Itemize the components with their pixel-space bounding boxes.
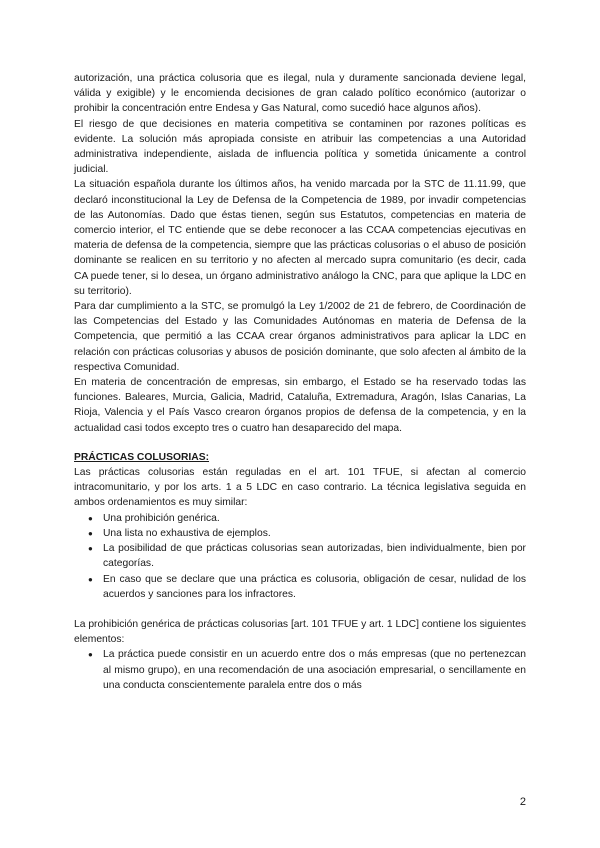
page-body [74, 71, 526, 693]
technique-list [74, 511, 526, 602]
paragraph-spanish-situation: La situación española durante los últimos años, ha venido marcada por la STC de 11.11.99, que declaró inconstitucional la Ley de Defensa de la Competencia de 1989, por invadir competencias de las Autonomías. Dado que éstas tienen, según sus Estatutos, competencias en materia de comercio interior, el TC entiende que se debe reconocer a las CCAA competencias ejecutivas en materia de defensa de la competencia, siempre que las prácticas colusorias o el abuso de posición dominante se realicen en su territorio y no afecten al mercado supra comunitario (es decir, cada CA puede tener, si lo desea, un órgano administrativo análogo la CNC, para que aplique la LDC en su territorio). [74, 179, 526, 297]
list-item: ● La práctica puede consistir en un acuerdo entre dos o más empresas (que no pertenezcan al mismo grupo), en una recomendación de una asociación empresarial, o sencillamente en una conducta conscientemente paralela entre dos o más [92, 647, 526, 693]
paragraph-generic-prohibition: La prohibición genérica de prácticas colusorias [art. 101 TFUE y art. 1 LDC] contiene los siguientes elementos: [74, 618, 526, 646]
list-item: ● En caso que se declare que una práctica es colusoria, obligación de cesar, nulidad de los acuerdos y sanciones para los infractores. [92, 572, 526, 602]
section-intro: Las prácticas colusorias están reguladas en el art. 101 TFUE, si afectan al comercio intracomunitario, y por los arts. 1 a 5 LDC en caso contrario. La técnica legislativa seguida en ambos ordenamientos es muy similar: [74, 467, 526, 509]
paragraph-continuation: autorización, una práctica colusoria que es ilegal, nula y duramente sancionada deviene legal, válida y exigible) y le encomienda decisiones de gran calado político económico (autorizar o prohibir la concentración entre Endesa y Gas Natural, como sucedió hace algunos años). [74, 73, 526, 115]
spacer [74, 602, 526, 617]
list-item: ● Una prohibición genérica. [92, 511, 526, 526]
paragraph-law-2002: Para dar cumplimiento a la STC, se promulgó la Ley 1/2002 de 21 de febrero, de Coordinación de las Competencias del Estado y las Comunidades Autónomas en materia de Defensa de la Competencia, que permitió a las CCAA crear órganos administrativos para aplicar la LDC en relación con prácticas colusorias y abusos de posición dominante, que solo afecten al ámbito de la respectiva Comunidad. [74, 301, 526, 373]
list-item: ● Una lista no exhaustiva de ejemplos. [92, 526, 526, 541]
elements-list [74, 647, 526, 693]
section-heading: PRÁCTICAS COLUSORIAS: [74, 451, 210, 463]
page-number: 2 [519, 796, 526, 808]
paragraph-concentration: En materia de concentración de empresas, sin embargo, el Estado se ha reservado todas las funciones. Baleares, Murcia, Galicia, Madrid, Cataluña, Extremadura, Aragón, Islas Canarias, La Rioja, Valencia y el País Vasco crearon órganos propios de defensa de la competencia, y en la actualidad casi todos excepto tres o cuatro han desaparecido del mapa. [74, 377, 526, 434]
list-item: ● La posibilidad de que prácticas colusorias sean autorizadas, bien individualmente, bien por categorías. [92, 541, 526, 571]
paragraph-political-risk: El riesgo de que decisiones en materia competitiva se contaminen por razones políticas es evidente. La solución más apropiada consiste en atribuir las competencias a una Autoridad administrativa independiente, aislada de influencia política y sometida únicamente a control judicial. [74, 118, 526, 176]
